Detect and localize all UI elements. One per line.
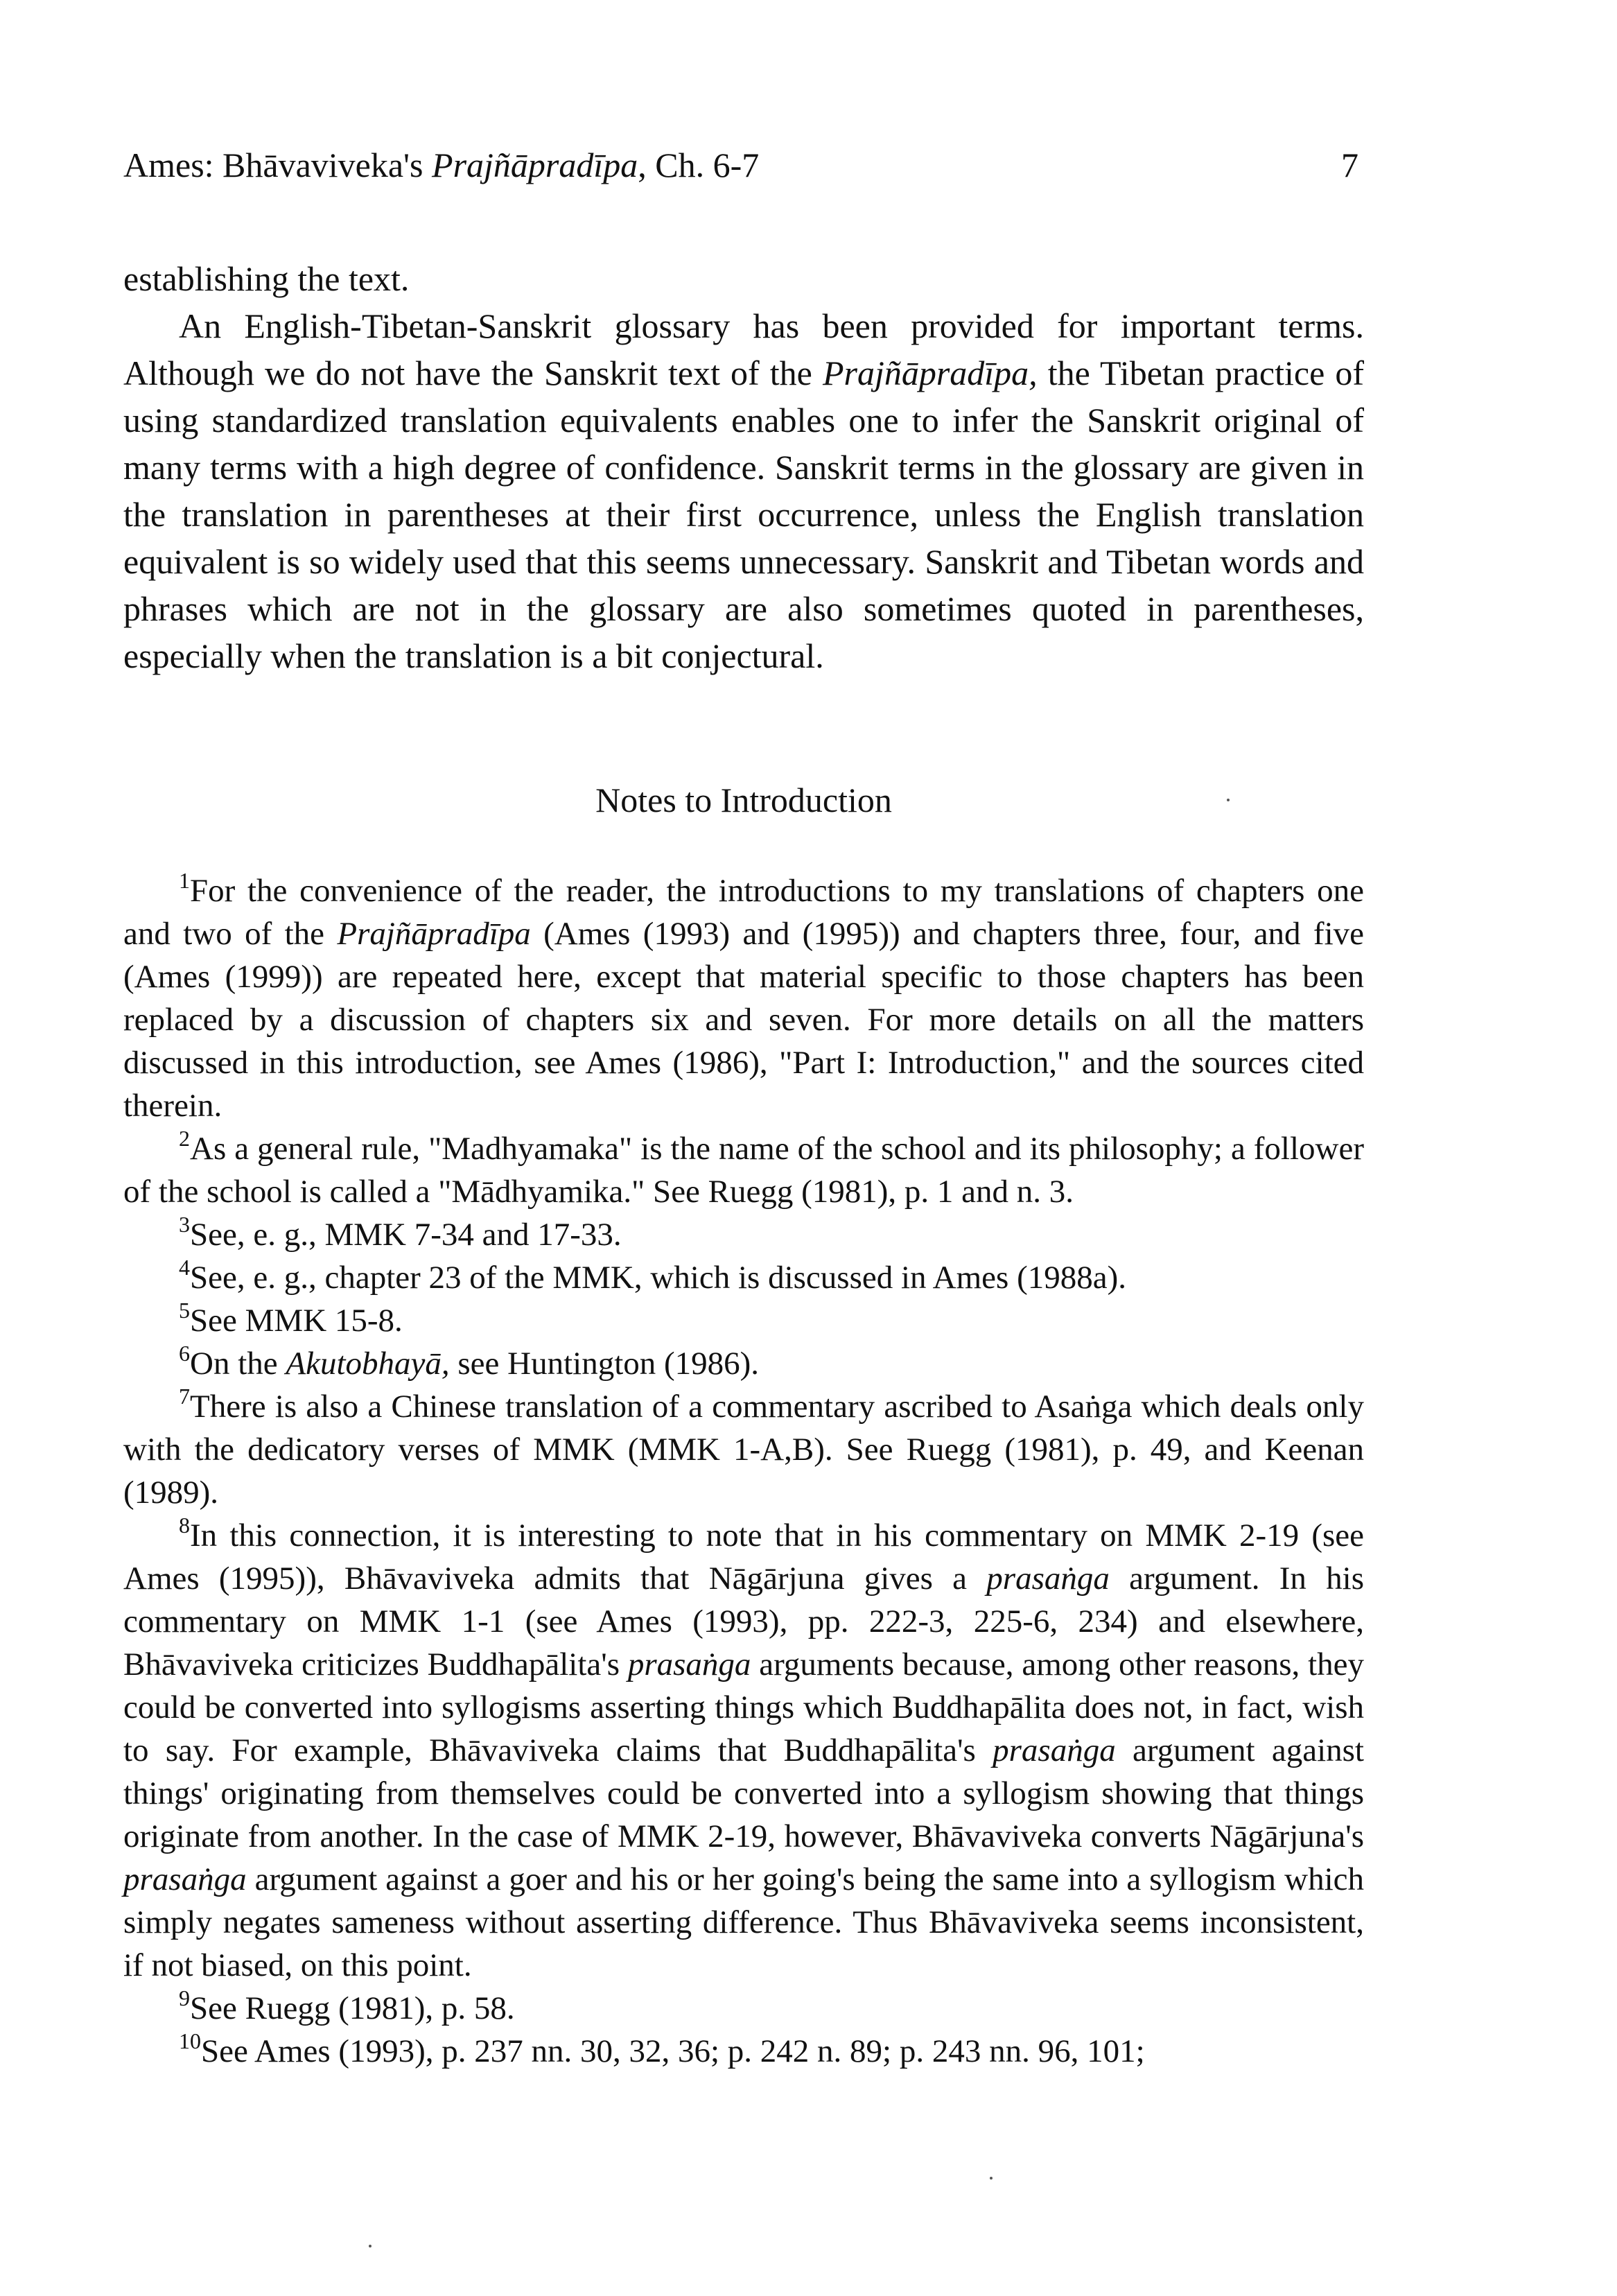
note-term-italic: prasaṅga [993, 1732, 1116, 1768]
note-5 [123, 1299, 1364, 1342]
scan-speck [990, 2177, 993, 2180]
note-3 [123, 1213, 1364, 1256]
note-number: 8 [179, 1512, 190, 1538]
note-number: 9 [179, 1985, 190, 2010]
running-head [123, 144, 1364, 186]
page-number: 7 [1341, 146, 1358, 184]
note-text: argument against things' originating from themselves could be converted into a syllogism showing that things originate from another. In the case of MMK 2-19, however, Bhāvaviveka converts Nāgārjuna's [123, 1732, 1364, 1854]
note-number: 4 [179, 1254, 190, 1280]
note-text: See Ruegg (1981), p. 58. [190, 1990, 515, 2026]
note-term-italic: prasaṅga [123, 1861, 247, 1897]
note-number: 2 [179, 1125, 190, 1151]
note-7 [123, 1385, 1364, 1514]
note-8 [123, 1514, 1364, 1987]
note-text: In this connection, it is interesting to note that in his commentary on MMK 2-19 (see Ames (1995)), Bhāvaviveka admits that Nāgārjuna gives a [123, 1517, 1364, 1597]
note-number: 6 [179, 1340, 190, 1366]
note-title-italic: Prajñāpradīpa [337, 916, 531, 952]
note-text: see Huntington (1986). [449, 1346, 760, 1382]
note-term-italic: prasaṅga [627, 1646, 751, 1682]
note-6 [123, 1342, 1364, 1385]
note-2 [123, 1127, 1364, 1213]
paragraph-glossary-text-a: An English-Tibetan-Sanskrit glossary has been provided for important terms. Although we do not have the Sanskrit text of the [123, 306, 1364, 392]
note-number: 1 [179, 867, 190, 893]
note-10 [123, 2030, 1364, 2073]
note-1 [123, 869, 1364, 1127]
notes-heading: Notes to Introduction [595, 781, 892, 819]
note-text: argument against a goer and his or her going's being the same into a syllogism which simply negates sameness without asserting difference. Thus Bhāvaviveka seems inconsistent, if not biased, on this point. [123, 1861, 1364, 1983]
body-text [123, 255, 1364, 679]
note-number: 7 [179, 1383, 190, 1409]
note-text: arguments because, among other reasons, they could be converted into syllogisms asserting things which Buddhapālita does not, in fact, wish to say. For example, Bhāvaviveka claims that Buddhapālita's [123, 1646, 1364, 1768]
note-term-italic: prasaṅga [986, 1560, 1110, 1597]
note-title-italic: Akutobhayā, [286, 1346, 450, 1382]
note-number: 3 [179, 1211, 190, 1237]
note-4 [123, 1256, 1364, 1299]
note-text: On the [190, 1346, 286, 1382]
note-text: There is also a Chinese translation of a commentary ascribed to Asaṅga which deals only with the dedicatory verses of MMK (MMK 1-A,B). See Ruegg (1981), p. 49, and Keenan (1989). [123, 1389, 1364, 1511]
scan-speck [1227, 799, 1230, 801]
note-number: 10 [179, 2028, 201, 2053]
notes-list [123, 869, 1364, 2073]
note-text: See Ames (1993), p. 237 nn. 30, 32, 36; p. 242 n. 89; p. 243 nn. 96, 101; [201, 2033, 1145, 2069]
note-text: argument. In his commentary on MMK 1-1 (see Ames (1993), pp. 222-3, 225-6, 234) and elsewhere, Bhāvaviveka criticizes Buddhapālita's [123, 1560, 1365, 1682]
note-number: 5 [179, 1297, 190, 1323]
note-9 [123, 1987, 1364, 2030]
scan-speck [369, 2245, 372, 2247]
running-head-suffix: , Ch. 6-7 [638, 146, 760, 184]
note-text: See, e. g., chapter 23 of the MMK, which is discussed in Ames (1988a). [190, 1260, 1126, 1296]
running-head-title: Prajñāpradīpa [432, 146, 638, 184]
note-text: (Ames (1993) and (1995)) and chapters three, four, and five (Ames (1999)) are repeated here, except that material specific to those chapters has been replaced by a discussion of chapters six and seven. For more details on all the matters discussed in this introduction, see Ames (1986), "Part I: Introduction," and the sources cited therein. [123, 916, 1364, 1124]
paragraph-glossary-title: Prajñāpradīpa, [822, 354, 1038, 392]
running-head-prefix: Ames: Bhāvaviveka's [123, 146, 432, 184]
paragraph-continuation: establishing the text. [123, 259, 410, 298]
paragraph-glossary [123, 302, 1364, 679]
note-text: For the convenience of the reader, the introductions to my translations of chapters one and two of the [123, 873, 1364, 952]
note-text: See, e. g., MMK 7-34 and 17-33. [190, 1217, 622, 1253]
note-text: As a general rule, "Madhyamaka" is the name of the school and its philosophy; a follower of the school is called a "Mādhyamika." See Ruegg (1981), p. 1 and n. 3. [123, 1131, 1364, 1210]
paragraph-glossary-text-b: the Tibetan practice of using standardized translation equivalents enables one to infer the Sanskrit original of many terms with a high degree of confidence. Sanskrit terms in the glossary are given in the translation in parentheses at their first occurrence, unless the English translation equivalent is so widely used that this seems unnecessary. Sanskrit and Tibetan words and phrases which are not in the glossary are also sometimes quoted in parentheses, especially when the translation is a bit conjectural. [123, 354, 1364, 675]
note-text: See MMK 15-8. [190, 1303, 403, 1339]
